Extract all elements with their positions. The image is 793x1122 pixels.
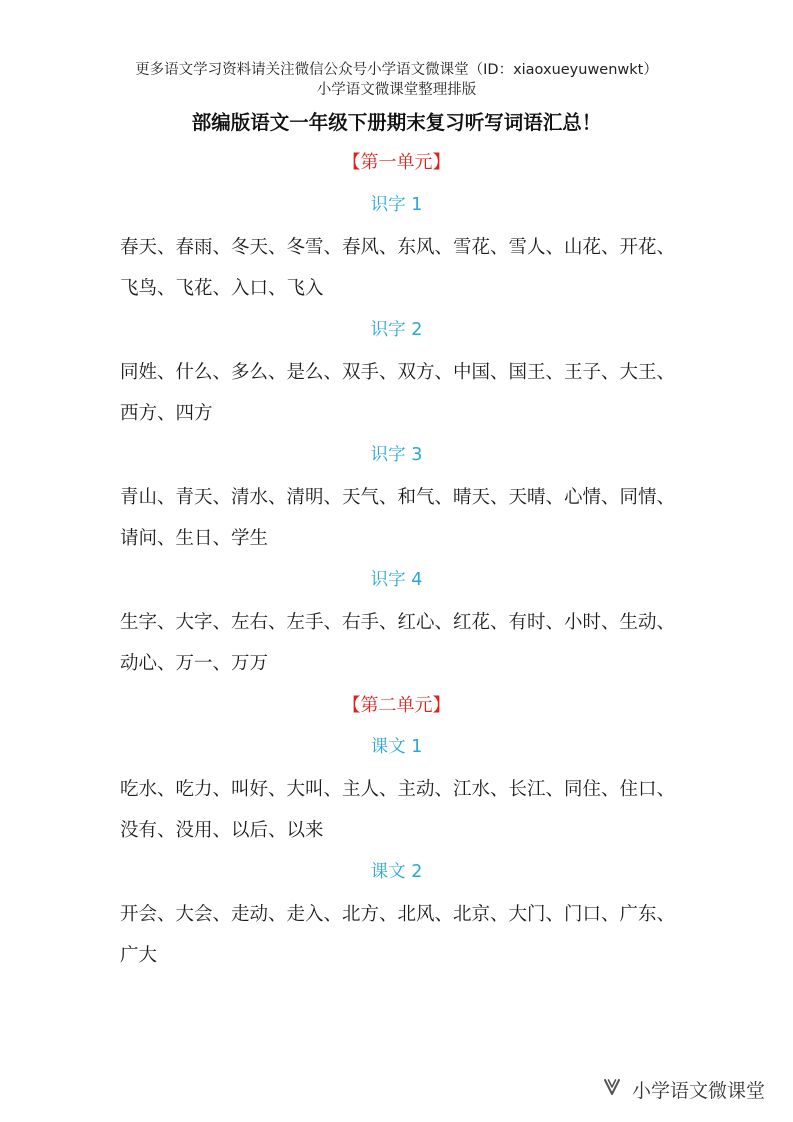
word-list-line: 春天、春雨、冬天、冬雪、春风、东风、雪花、雪人、山花、开花、 [120,237,676,258]
lesson-heading: 识字 1 [370,195,423,215]
watermark [600,1074,765,1104]
word-list-line: 动心、万一、万万 [120,653,269,674]
lesson-heading: 识字 4 [370,570,423,590]
header-notice: 更多语文学习资料请关注微信公众号小学语文微课堂（ID：xiaoxueyuwenwkt） [135,62,658,78]
unit-heading-1: 【第一单元】 [342,152,451,173]
word-list-line: 生字、大字、左右、左手、右手、红心、红花、有时、小时、生动、 [120,612,676,633]
header-subtitle: 小学语文微课堂整理排版 [316,82,477,98]
wechat-channel-icon [600,1075,624,1103]
unit-heading-2: 【第二单元】 [342,695,451,716]
word-list-line: 请问、生日、学生 [120,528,269,549]
word-list-line: 青山、青天、清水、清明、天气、和气、晴天、天晴、心情、同情、 [120,487,676,508]
word-list-line: 没有、没用、以后、以来 [120,820,324,841]
word-list-line: 西方、四方 [120,403,213,424]
lesson-heading: 课文 1 [370,737,423,757]
word-list-line: 广大 [120,945,158,966]
watermark-text: 小学语文微课堂 [632,1079,766,1102]
word-list-line: 同姓、什么、多么、是么、双手、双方、中国、国王、王子、大王、 [120,362,676,383]
page-title: 部编版语文一年级下册期末复习听写词语汇总！ [191,111,602,134]
lesson-heading: 识字 2 [370,320,423,340]
word-list-line: 飞鸟、飞花、入口、飞入 [120,278,324,299]
word-list-line: 吃水、吃力、叫好、大叫、主人、主动、江水、长江、同住、住口、 [120,779,676,800]
lesson-heading: 课文 2 [370,862,423,882]
lesson-heading: 识字 3 [370,445,423,465]
word-list-line: 开会、大会、走动、走入、北方、北风、北京、大门、门口、广东、 [120,904,676,925]
